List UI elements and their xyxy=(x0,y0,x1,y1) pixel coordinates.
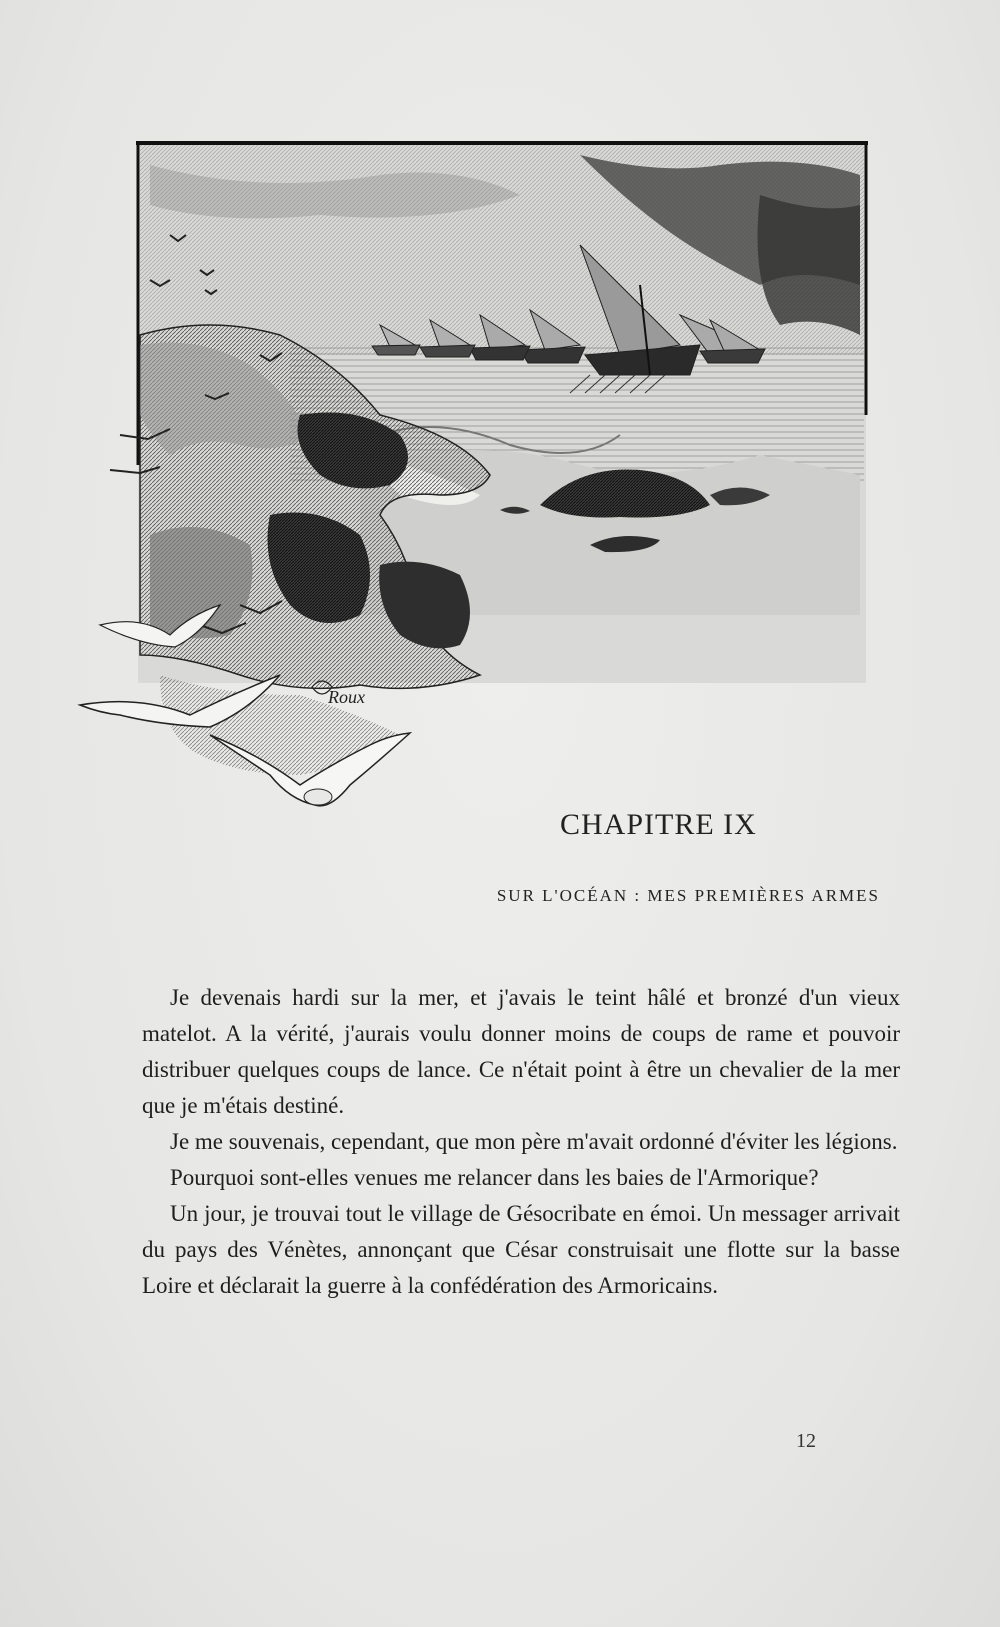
seascape-illustration xyxy=(60,135,910,915)
chapter-subtitle: SUR L'OCÉAN : MES PREMIÈRES ARMES xyxy=(496,886,880,905)
chapter-body xyxy=(142,980,900,1304)
paragraph: Je devenais hardi sur la mer, et j'avais le teint hâlé et bronzé d'un vieux matelot. A la vérité, j'aurais voulu donner moins de coups de rame et pouvoir distribuer quelques coups de lance. Ce n'était point à être un chevalier de la mer que je m'étais destiné. xyxy=(142,985,900,1118)
page-number: 12 xyxy=(796,1430,816,1452)
paragraph: Je me souvenais, cependant, que mon père m'avait ordonné d'éviter les légions. xyxy=(170,1129,898,1154)
chapter-title: CHAPITRE IX xyxy=(560,808,757,841)
paragraph: Pourquoi sont-elles venues me relancer dans les baies de l'Armorique? xyxy=(170,1165,819,1190)
stormy-sky xyxy=(140,145,864,355)
signature-text: Roux xyxy=(328,687,365,707)
paragraph: Un jour, je trouvai tout le village de Gésocribate en émoi. Un messager arrivait du pays des Vénètes, annonçant que César construisait une flotte sur la basse Loire et déclarait la guerre à la confédération des Armoricains. xyxy=(142,1201,900,1298)
